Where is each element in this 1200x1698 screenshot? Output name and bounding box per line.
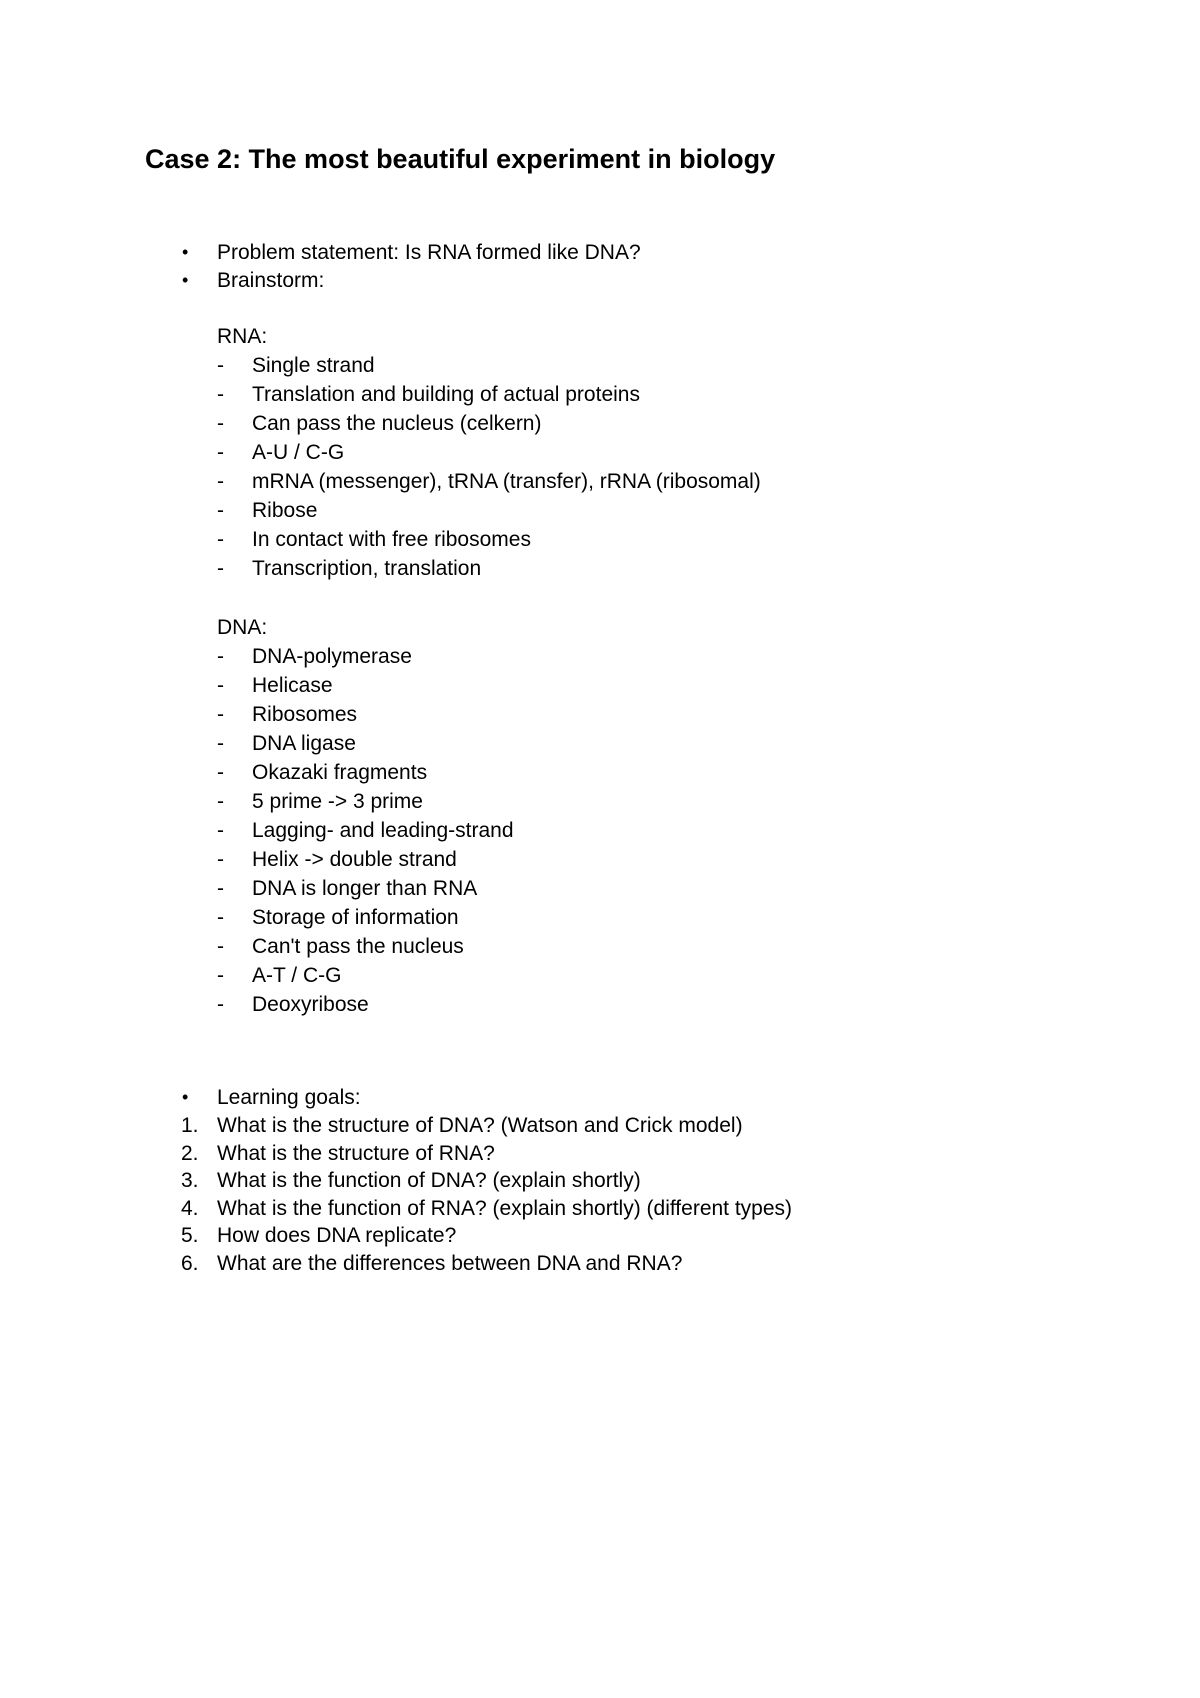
- list-item: - Deoxyribose: [217, 990, 514, 1019]
- dash-icon: -: [217, 441, 224, 464]
- dash-icon: -: [217, 470, 224, 493]
- learning-goals-label: Learning goals:: [217, 1086, 361, 1109]
- list-item: - Can't pass the nucleus: [217, 932, 514, 961]
- list-item: - DNA-polymerase: [217, 642, 514, 671]
- list-item: - Single strand: [217, 351, 761, 380]
- dash-icon: -: [217, 499, 224, 522]
- rna-list: [217, 351, 761, 583]
- item-number: 4.: [181, 1196, 199, 1220]
- dash-icon: -: [217, 528, 224, 551]
- item-number: 2.: [181, 1141, 199, 1165]
- learning-goal-text: What is the structure of RNA?: [217, 1141, 495, 1165]
- list-item: - Lagging- and leading-strand: [217, 816, 514, 845]
- item-number: 6.: [181, 1251, 199, 1275]
- learning-goal-text: How does DNA replicate?: [217, 1224, 457, 1247]
- list-item: - Ribosomes: [217, 700, 514, 729]
- dash-icon: -: [217, 819, 224, 842]
- bullet-icon: •: [182, 1087, 189, 1107]
- dash-icon: -: [217, 557, 224, 580]
- dna-heading: DNA:: [217, 616, 268, 639]
- list-item: - Helix -> double strand: [217, 845, 514, 874]
- dash-icon: -: [217, 732, 224, 755]
- learning-goal-text: What is the structure of DNA? (Watson and Crick model): [217, 1114, 743, 1137]
- list-item: - 5 prime -> 3 prime: [217, 787, 514, 816]
- item-number: 1.: [181, 1114, 199, 1137]
- document-title: Case 2: The most beautiful experiment in biology: [145, 144, 776, 174]
- item-number: 3.: [181, 1169, 199, 1192]
- list-item: - A-T / C-G: [217, 961, 514, 990]
- learning-goal-text: What is the function of DNA? (explain shortly): [217, 1169, 641, 1192]
- dash-icon: -: [217, 354, 224, 377]
- dash-icon: -: [217, 674, 224, 697]
- list-item: - Transcription, translation: [217, 554, 761, 583]
- dash-icon: -: [217, 412, 224, 435]
- list-item: - Okazaki fragments: [217, 758, 514, 787]
- dash-icon: -: [217, 761, 224, 784]
- dash-icon: -: [217, 935, 224, 958]
- list-item: - Can pass the nucleus (celkern): [217, 409, 761, 438]
- dna-section: [217, 613, 514, 1019]
- dash-icon: -: [217, 964, 224, 987]
- list-item: - DNA is longer than RNA: [217, 874, 514, 903]
- list-item: - A-U / C-G: [217, 438, 761, 467]
- dash-icon: -: [217, 906, 224, 929]
- dash-icon: -: [217, 993, 224, 1016]
- list-item: - mRNA (messenger), tRNA (transfer), rRNA (ribosomal): [217, 467, 761, 496]
- list-item: - Helicase: [217, 671, 514, 700]
- dna-list: [217, 642, 514, 1019]
- list-item: - Translation and building of actual proteins: [217, 380, 761, 409]
- rna-heading: RNA:: [217, 325, 268, 348]
- item-number: 5.: [181, 1224, 199, 1247]
- dash-icon: -: [217, 703, 224, 726]
- brainstorm-label: Brainstorm:: [217, 269, 325, 292]
- dash-icon: -: [217, 383, 224, 406]
- bullet-icon: •: [182, 270, 189, 290]
- list-item: - Ribose: [217, 496, 761, 525]
- list-item: - In contact with free ribosomes: [217, 525, 761, 554]
- dash-icon: -: [217, 877, 224, 900]
- learning-goal-text: What are the differences between DNA and RNA?: [217, 1251, 683, 1275]
- rna-section: [217, 322, 761, 583]
- dash-icon: -: [217, 645, 224, 668]
- list-item: - DNA ligase: [217, 729, 514, 758]
- learning-goal-text: What is the function of RNA? (explain shortly) (different types): [217, 1196, 793, 1220]
- bullet-icon: •: [182, 242, 189, 262]
- dash-icon: -: [217, 848, 224, 871]
- problem-statement: Problem statement: Is RNA formed like DNA?: [217, 241, 641, 264]
- list-item: - Storage of information: [217, 903, 514, 932]
- dash-icon: -: [217, 790, 224, 813]
